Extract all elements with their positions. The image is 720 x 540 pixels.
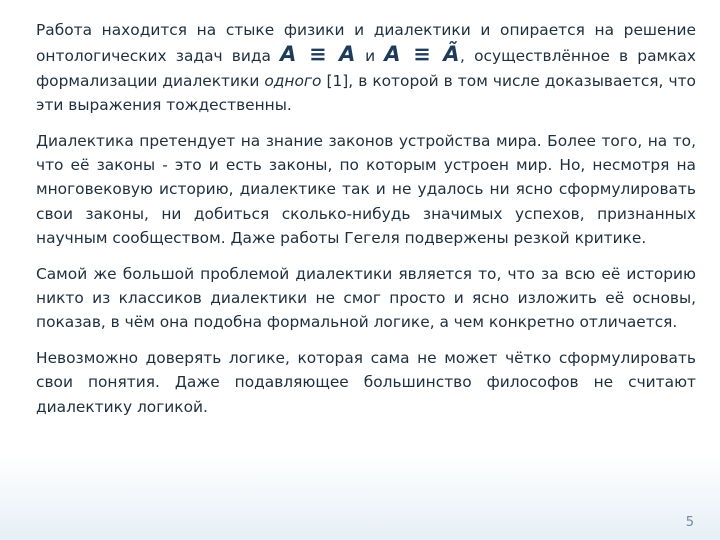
emphasis-word: одного xyxy=(264,71,322,90)
page-number: 5 xyxy=(685,515,694,530)
intro-text-2: , осуществлённое в рамках формализации диалектики xyxy=(36,47,696,90)
paragraph-dialectics-claims: Диалектика претендует на знание законов устройства мира. Более того, на то, что её законы - это и есть законы, по которым устроен мир. Но, несмотря на многовековую историю, диалектике так и не удалось ни ясно сформулировать свои законы, ни добиться сколько-нибудь значимых успехов, признанных научным сообществом. Даже работы Гегеля подвержены резкой критике. xyxy=(36,131,696,248)
formula-dialectical-identity: A ≡ Ã xyxy=(384,42,461,67)
intro-text-3: [1], в которой в том числе доказывается, что эти выражения тождественны. xyxy=(36,71,696,115)
slide-body xyxy=(36,18,696,430)
paragraph-intro xyxy=(36,18,696,118)
paragraph-main-problem: Самой же большой проблемой диалектики является то, что за всю её историю никто из классиков диалектики не смог просто и ясно изложить её основы, показав, в чём она подобна формальной логике, а чем конкретно отличается. xyxy=(36,264,696,332)
intro-text-1: Работа находится на стыке физики и диалектики и опирается на решение онтологических задач вида xyxy=(36,21,696,66)
formula-identity: A ≡ A xyxy=(280,42,356,67)
paragraph-trust-logic: Невозможно доверять логике, которая сама не может чётко сформулировать свои понятия. Даже подавляющее большинство философов не считают диалектику логикой. xyxy=(36,348,696,416)
conjunction: и xyxy=(355,47,385,66)
